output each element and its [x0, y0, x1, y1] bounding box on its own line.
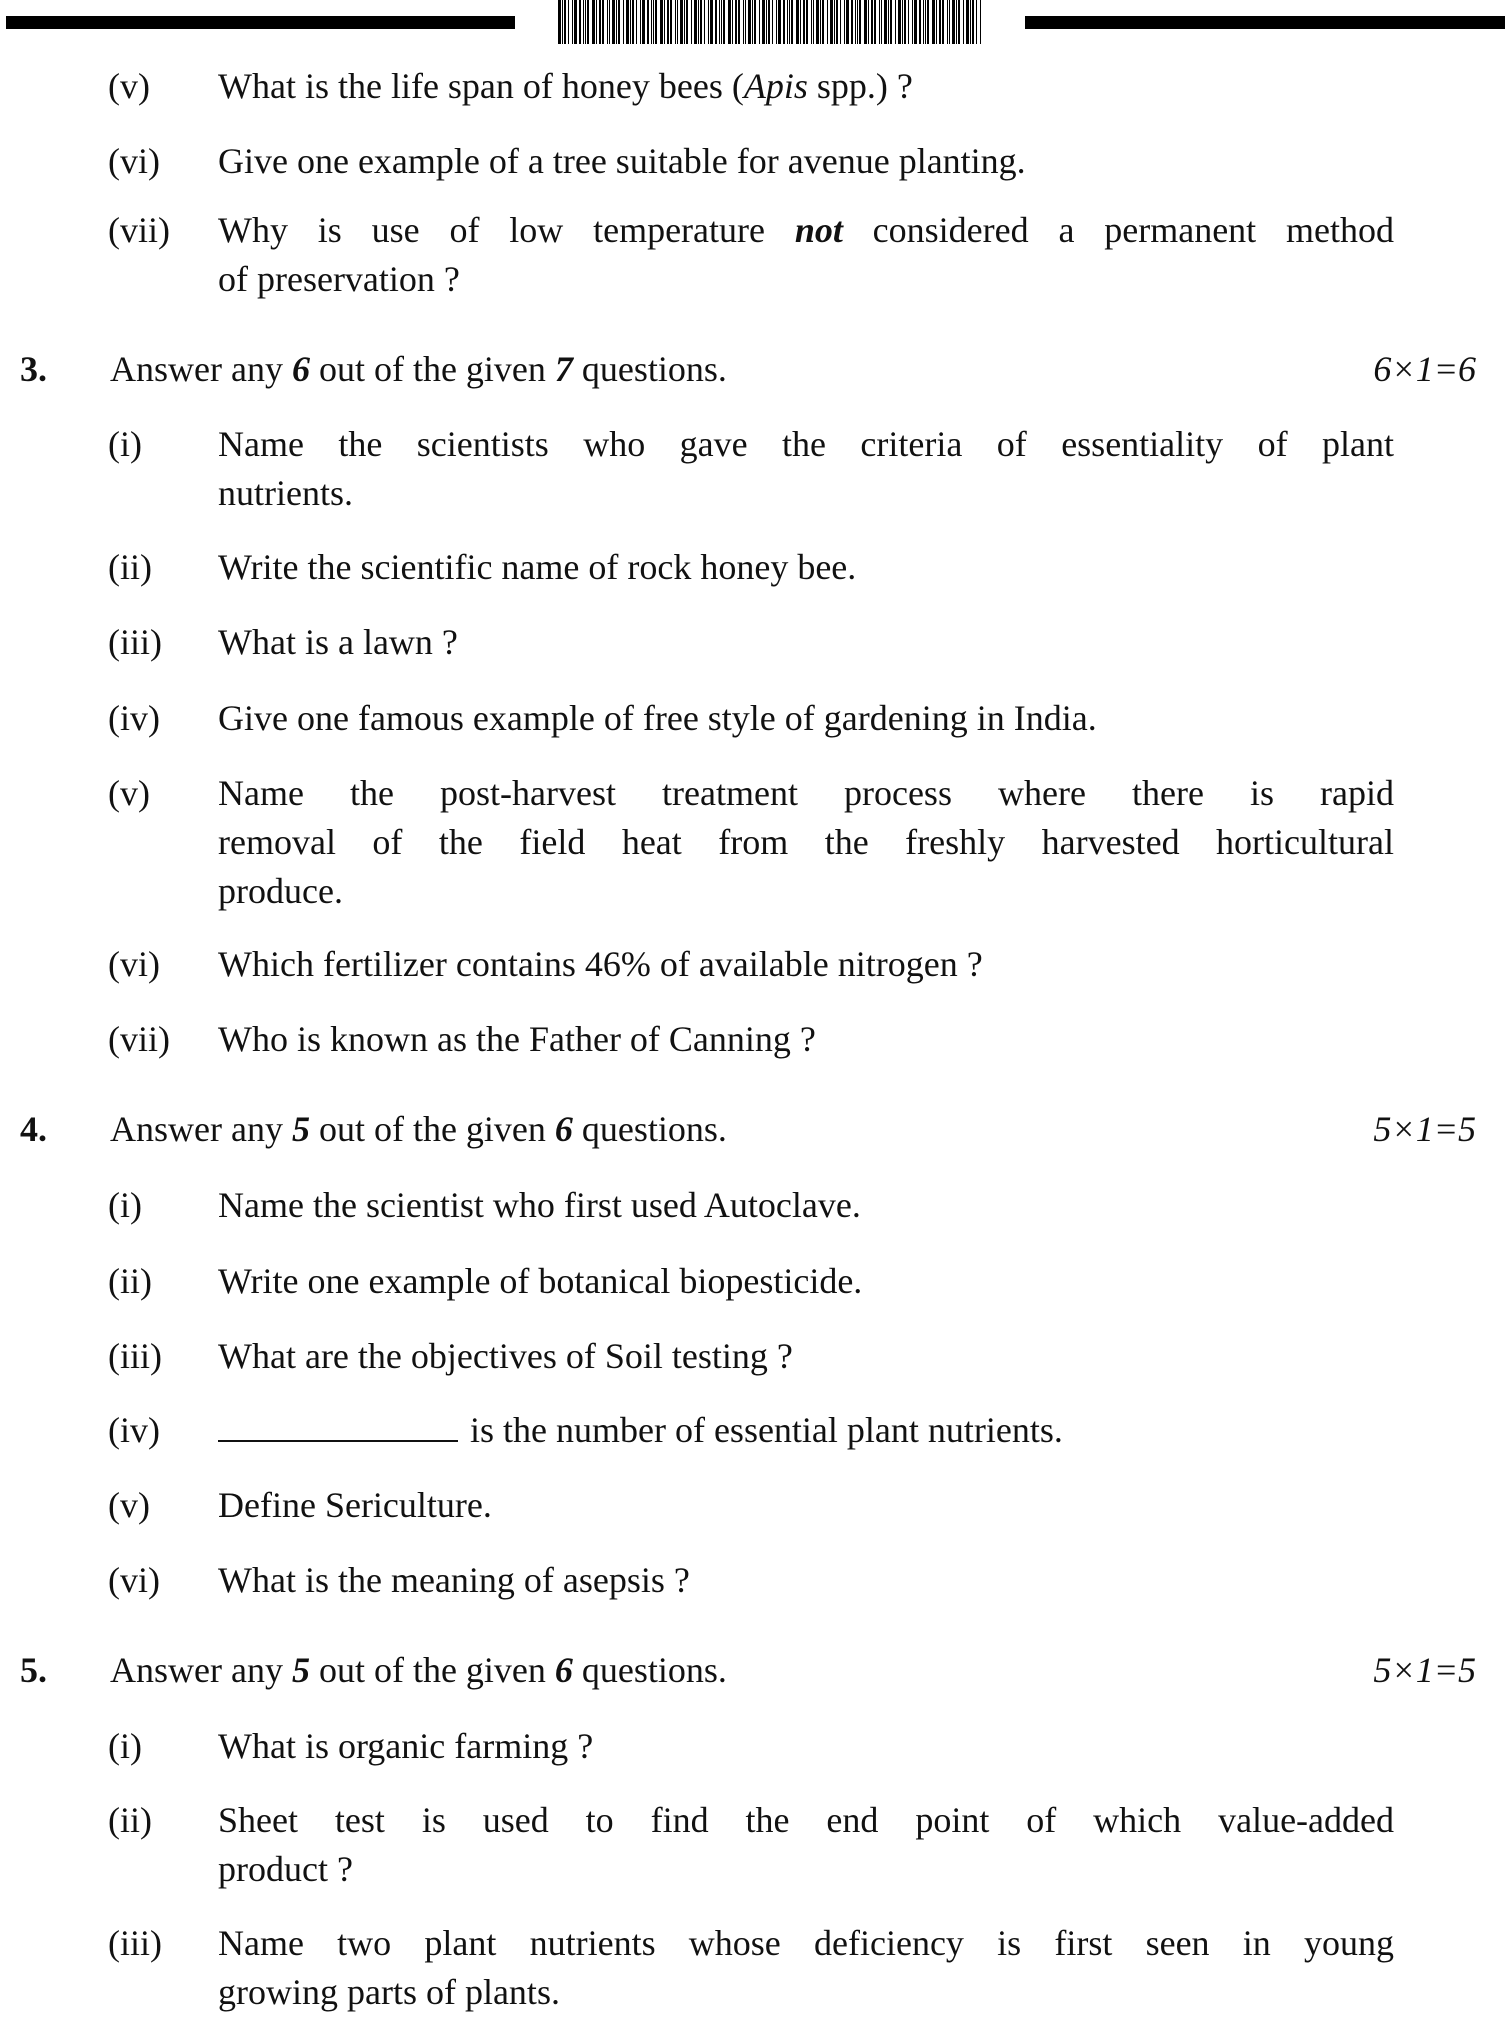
text-segment: 6	[554, 1109, 573, 1149]
barcode-stripe	[923, 0, 924, 44]
sub-question-number: (v)	[108, 1485, 150, 1525]
question-number: 4.	[20, 1109, 47, 1149]
barcode-stripe	[958, 0, 960, 44]
sub-question-number: (ii)	[108, 1261, 152, 1301]
barcode-stripe	[956, 0, 957, 44]
header-bar-right	[1025, 16, 1505, 29]
marks-label: 6×1=6	[1373, 349, 1476, 389]
question-text-line	[218, 1332, 1394, 1381]
text-segment: removal of the field heat from the freshly harvested horticultural	[218, 822, 1394, 862]
barcode-stripe	[766, 0, 767, 44]
text-segment: 5	[291, 1109, 310, 1149]
barcode-stripe	[686, 0, 688, 44]
question-text-line	[218, 1968, 1394, 2017]
barcode-stripe	[616, 0, 617, 44]
barcode-stripe	[708, 0, 709, 44]
question-text-line	[218, 62, 1394, 111]
barcode-stripe	[715, 0, 717, 44]
question-text-line	[218, 255, 1394, 304]
question-number: 3.	[20, 349, 47, 389]
barcode-stripe	[949, 0, 950, 44]
barcode-stripe	[947, 0, 948, 44]
text-segment: Name the scientist who first used Autoclave.	[218, 1185, 861, 1225]
barcode-stripe	[830, 0, 833, 44]
barcode-stripe	[684, 0, 685, 44]
text-segment: out of the given	[309, 349, 555, 389]
barcode-stripe	[800, 0, 801, 44]
barcode-stripe	[976, 0, 977, 44]
barcode-stripe	[881, 0, 882, 44]
text-segment: 6	[291, 349, 310, 389]
sub-question-number: (i)	[108, 1726, 142, 1766]
text-segment: Why is use of low temperature	[218, 210, 795, 250]
sub-question-number: (i)	[108, 1185, 142, 1225]
sub-question-number: (v)	[108, 66, 150, 106]
barcode-stripe	[640, 0, 641, 44]
question-instruction	[110, 345, 727, 394]
barcode-stripe	[579, 0, 581, 44]
barcode-stripe	[752, 0, 753, 44]
text-segment: What is the meaning of asepsis ?	[218, 1560, 690, 1600]
barcode-stripe	[822, 0, 824, 44]
barcode-stripe	[653, 0, 654, 44]
text-segment: What is a lawn ?	[218, 622, 458, 662]
barcode-stripe	[844, 0, 845, 44]
sub-question-number: (vi)	[108, 1560, 160, 1600]
text-segment: considered a permanent method	[842, 210, 1394, 250]
barcode-stripe	[667, 0, 669, 44]
barcode-stripe	[664, 0, 665, 44]
barcode-stripe	[759, 0, 760, 44]
barcode-stripe	[618, 0, 620, 44]
sub-question-number: (iv)	[108, 1410, 160, 1450]
text-segment: growing parts of plants.	[218, 1972, 560, 2012]
question-text-line	[218, 1181, 1394, 1230]
sub-question-number: (vii)	[108, 1019, 170, 1059]
sub-question-number: (ii)	[108, 547, 152, 587]
barcode-stripe	[834, 0, 835, 44]
question-instruction	[110, 1646, 727, 1695]
barcode-stripe	[655, 0, 657, 44]
text-segment: not	[794, 210, 843, 250]
barcode-stripe	[783, 0, 785, 44]
barcode-stripe	[908, 0, 909, 44]
barcode-stripe	[743, 0, 744, 44]
barcode-stripe	[898, 0, 901, 44]
barcode-stripe	[632, 0, 634, 44]
text-segment: questions.	[572, 1650, 727, 1690]
text-segment: What are the objectives of Soil testing ?	[218, 1336, 793, 1376]
barcode-stripe	[768, 0, 770, 44]
text-segment: questions.	[572, 1109, 727, 1149]
barcode-stripe	[914, 0, 917, 44]
barcode-stripe	[939, 0, 941, 44]
barcode-stripe	[972, 0, 974, 44]
barcode-stripe	[704, 0, 705, 44]
barcode-stripe	[772, 0, 773, 44]
barcode-stripe	[651, 0, 652, 44]
question-text-line	[218, 818, 1394, 867]
barcode-stripe	[623, 0, 624, 44]
barcode-stripe	[904, 0, 906, 44]
question-text-line	[218, 1481, 1394, 1530]
barcode-stripe	[677, 0, 678, 44]
barcode-stripe	[932, 0, 935, 44]
question-text-line	[218, 206, 1394, 255]
barcode-stripe	[789, 0, 790, 44]
barcode-stripe	[710, 0, 713, 44]
barcode-stripe	[636, 0, 637, 44]
barcode-stripe	[630, 0, 631, 44]
question-text-line	[218, 137, 1394, 186]
text-segment: out of the given	[309, 1109, 555, 1149]
barcode-stripe	[602, 0, 604, 44]
barcode-stripe	[698, 0, 699, 44]
barcode-stripe	[942, 0, 944, 44]
text-segment: Write one example of botanical biopesticide.	[218, 1261, 863, 1301]
barcode-stripe	[879, 0, 880, 44]
text-segment: questions.	[572, 349, 727, 389]
text-segment: spp.) ?	[807, 66, 913, 106]
text-segment: Answer any	[110, 1109, 292, 1149]
barcode-stripe	[864, 0, 867, 44]
barcode-stripe	[791, 0, 793, 44]
question-text-line	[218, 694, 1394, 743]
barcode-stripe	[874, 0, 876, 44]
sub-question-number: (vi)	[108, 141, 160, 181]
text-segment: Give one famous example of free style of gardening in India.	[218, 698, 1097, 738]
barcode-stripe	[735, 0, 737, 44]
barcode-stripe	[927, 0, 929, 44]
barcode-stripe	[820, 0, 821, 44]
barcode-stripe	[836, 0, 838, 44]
text-segment: Name the scientists who gave the criteria of essentiality of plant	[218, 424, 1394, 464]
marks-label: 5×1=5	[1373, 1109, 1476, 1149]
barcode-stripe	[902, 0, 903, 44]
question-text-line	[218, 1919, 1394, 1968]
text-segment: What is the life span of honey bees (	[218, 66, 744, 106]
question-text-line	[218, 867, 1394, 916]
sub-question-number: (iv)	[108, 698, 160, 738]
barcode-stripe	[723, 0, 725, 44]
barcode-stripe	[642, 0, 645, 44]
barcode-stripe	[936, 0, 937, 44]
barcode-stripe	[980, 0, 981, 44]
text-segment: Write the scientific name of rock honey bee.	[218, 547, 857, 587]
text-segment: Who is known as the Father of Canning ?	[218, 1019, 816, 1059]
text-segment: Define Sericulture.	[218, 1485, 492, 1525]
text-segment: nutrients.	[218, 473, 353, 513]
barcode-stripe	[857, 0, 858, 44]
barcode-stripe	[748, 0, 751, 44]
barcode-stripe	[811, 0, 812, 44]
text-segment: Name the post-harvest treatment process where there is rapid	[218, 773, 1394, 813]
barcode-stripe	[868, 0, 869, 44]
text-segment: product ?	[218, 1849, 353, 1889]
barcode-stripe	[806, 0, 808, 44]
sub-question-number: (vii)	[108, 210, 170, 250]
barcode-stripe	[840, 0, 841, 44]
barcode-stripe	[564, 0, 566, 44]
barcode	[558, 0, 986, 44]
barcode-stripe	[884, 0, 887, 44]
barcode-stripe	[609, 0, 610, 44]
barcode-stripe	[846, 0, 849, 44]
barcode-stripe	[599, 0, 601, 44]
barcode-stripe	[691, 0, 692, 44]
barcode-stripe	[660, 0, 663, 44]
barcode-stripe	[970, 0, 971, 44]
barcode-stripe	[592, 0, 595, 44]
question-text-line	[218, 420, 1394, 469]
text-segment: Apis	[743, 66, 808, 106]
text-segment: Sheet test is used to find the end point of which value-added	[218, 1800, 1394, 1840]
barcode-stripe	[754, 0, 756, 44]
barcode-stripe	[803, 0, 805, 44]
barcode-stripe	[568, 0, 569, 44]
text-segment: Give one example of a tree suitable for avenue planting.	[218, 141, 1026, 181]
question-text-line	[218, 618, 1394, 667]
question-text-line	[218, 940, 1394, 989]
text-segment: Name two plant nutrients whose deficiency is first seen in young	[218, 1923, 1394, 1963]
barcode-stripe	[890, 0, 892, 44]
question-text-line	[218, 469, 1394, 518]
barcode-stripe	[966, 0, 969, 44]
sub-question-number: (iii)	[108, 1336, 162, 1376]
barcode-stripe	[827, 0, 828, 44]
barcode-stripe	[778, 0, 781, 44]
barcode-stripe	[813, 0, 814, 44]
barcode-stripe	[680, 0, 683, 44]
barcode-stripe	[562, 0, 563, 44]
barcode-stripe	[851, 0, 853, 44]
barcode-stripe	[796, 0, 799, 44]
text-segment: Answer any	[110, 349, 292, 389]
barcode-stripe	[919, 0, 921, 44]
header-bar-left	[6, 16, 515, 29]
barcode-stripe	[574, 0, 577, 44]
question-text-line	[218, 543, 1394, 592]
barcode-stripe	[855, 0, 856, 44]
barcode-stripe	[721, 0, 722, 44]
sub-question-number: (i)	[108, 424, 142, 464]
barcode-stripe	[762, 0, 765, 44]
barcode-stripe	[787, 0, 788, 44]
question-text-line	[218, 1406, 1394, 1455]
barcode-stripe	[694, 0, 697, 44]
barcode-stripe	[859, 0, 861, 44]
barcode-stripe	[776, 0, 777, 44]
text-segment: What is organic farming ?	[218, 1726, 594, 1766]
barcode-stripe	[626, 0, 629, 44]
question-text-line	[218, 1796, 1394, 1845]
question-instruction	[110, 1105, 727, 1154]
barcode-stripe	[675, 0, 676, 44]
answer-blank	[218, 1410, 458, 1442]
barcode-stripe	[871, 0, 873, 44]
barcode-stripe	[728, 0, 731, 44]
text-segment: produce.	[218, 871, 343, 911]
text-segment: is the number of essential plant nutrients.	[470, 1410, 1063, 1450]
barcode-stripe	[816, 0, 819, 44]
barcode-stripe	[700, 0, 702, 44]
text-segment: out of the given	[309, 1650, 555, 1690]
question-text-line	[218, 1015, 1394, 1064]
barcode-stripe	[596, 0, 597, 44]
sub-question-number: (iii)	[108, 1923, 162, 1963]
barcode-stripe	[612, 0, 615, 44]
barcode-stripe	[647, 0, 649, 44]
barcode-stripe	[670, 0, 672, 44]
barcode-stripe	[912, 0, 913, 44]
question-text-line	[218, 1556, 1394, 1605]
barcode-stripe	[587, 0, 589, 44]
barcode-stripe	[895, 0, 896, 44]
text-segment: 5	[291, 1650, 310, 1690]
barcode-stripe	[745, 0, 746, 44]
question-text-line	[218, 769, 1394, 818]
barcode-stripe	[952, 0, 955, 44]
text-segment: of preservation ?	[218, 259, 460, 299]
question-text-line	[218, 1257, 1394, 1306]
barcode-stripe	[585, 0, 586, 44]
barcode-stripe	[925, 0, 926, 44]
sub-question-number: (v)	[108, 773, 150, 813]
barcode-stripe	[738, 0, 740, 44]
sub-question-number: (vi)	[108, 944, 160, 984]
barcode-stripe	[888, 0, 889, 44]
barcode-stripe	[572, 0, 573, 44]
barcode-stripe	[558, 0, 561, 44]
question-text-line	[218, 1845, 1394, 1894]
barcode-stripe	[607, 0, 608, 44]
barcode-stripe	[583, 0, 584, 44]
text-segment: Which fertilizer contains 46% of available nitrogen ?	[218, 944, 983, 984]
question-number: 5.	[20, 1650, 47, 1690]
barcode-stripe	[719, 0, 720, 44]
marks-label: 5×1=5	[1373, 1650, 1476, 1690]
barcode-stripe	[732, 0, 733, 44]
question-text-line	[218, 1722, 1394, 1771]
barcode-stripe	[963, 0, 964, 44]
sub-question-number: (ii)	[108, 1800, 152, 1840]
text-segment: Answer any	[110, 1650, 292, 1690]
text-segment: 7	[554, 349, 573, 389]
sub-question-number: (iii)	[108, 622, 162, 662]
text-segment: 6	[554, 1650, 573, 1690]
